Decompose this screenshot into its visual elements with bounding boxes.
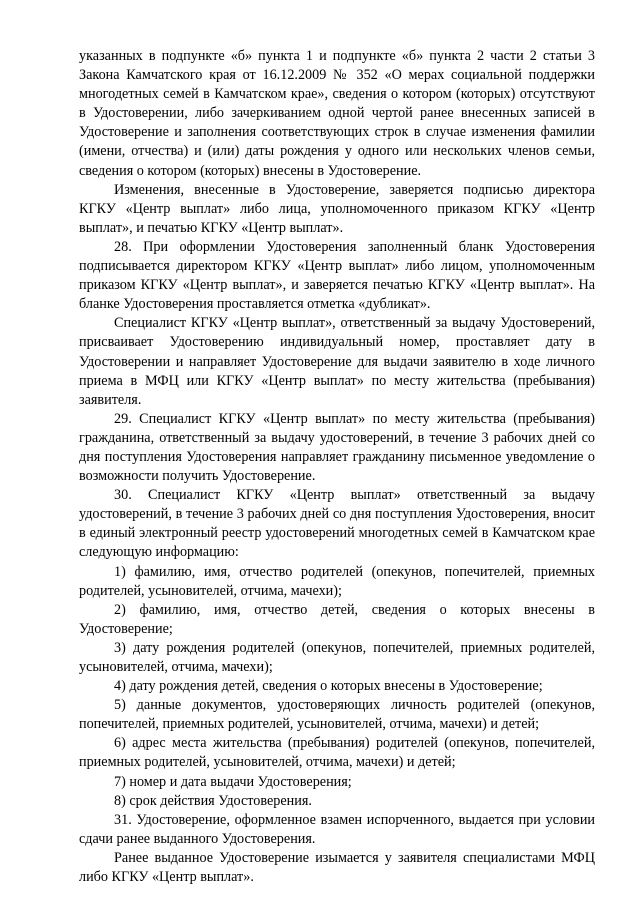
paragraph-withdrawal: Ранее выданное Удостоверение изымается у заявителя специалистами МФЦ либо КГКУ «Центр выплат». [79,849,595,886]
list-item-4: 4) дату рождения детей, сведения о которых внесены в Удостоверение; [114,678,543,695]
list-item-2: 2) фамилию, имя, отчество детей, сведения о которых внесены в Удостоверение; [79,601,595,637]
list-item-6: 6) адрес места жительства (пребывания) родителей (опекунов, попечителей, приемных родителей, усыновителей, отчима, мачехи) и детей; [79,735,595,771]
list-item-8: 8) срок действия Удостоверения. [114,792,312,809]
paragraph-continuation: указанных в подпункте «б» пункта 1 и подпункте «б» пункта 2 части 2 статьи 3 Закона Камчатского края от 16.12.2009 № 352 «О мерах социальной поддержки многодетных семей в Камчатском крае», сведения о котором (которых) отсутствуют в Удостоверении, либо зачеркиванием одной чертой ранее внесенных записей в Удостоверение и заполнения соответствующих строк в случае изменения фамилии (имени, отчества) и (или) даты рождения у одного или нескольких членов семьи, сведения о котором (которых) внесены в Удостоверение. [79,48,595,179]
list-item-5: 5) данные документов, удостоверяющих личность родителей (опекунов, попечителей, приемных родителей, усыновителей, отчима, мачехи) и детей; [79,697,595,733]
list-item-1: 1) фамилию, имя, отчество родителей (опекунов, попечителей, приемных родителей, усыновителей, отчима, мачехи); [79,563,595,599]
list-item-7: 7) номер и дата выдачи Удостоверения; [114,773,352,790]
paragraph-item-29: 29. Специалист КГКУ «Центр выплат» по месту жительства (пребывания) гражданина, ответственный за выдачу удостоверений, в течение 3 рабочих дней со дня поступления Удостоверения направляет гражданину письменное уведомление о возможности получить Удостоверение. [79,410,595,485]
paragraph-item-30: 30. Специалист КГКУ «Центр выплат» ответственный за выдачу удостоверений, в течение 3 рабочих дней со дня поступления Удостоверения, вносит в единый электронный реестр удостоверений многодетных семей в Камчатском крае следующую информацию: [79,487,595,561]
paragraph-item-31: 31. Удостоверение, оформленное взамен испорченного, выдается при условии сдачи ранее выданного Удостоверения. [79,811,595,847]
paragraph-item-28: 28. При оформлении Удостоверения заполненный бланк Удостоверения подписывается директором КГКУ «Центр выплат» либо лицом, уполномоченным приказом КГКУ «Центр выплат», и заверяется печатью КГКУ «Центр выплат». На бланке Удостоверения проставляется отметка «дубликат». [79,238,595,313]
paragraph-specialist-issuance: Специалист КГКУ «Центр выплат», ответственный за выдачу Удостоверений, присваивает Удостоверению индивидуальный номер, проставляет дату в Удостоверении и направляет Удостоверение для выдачи заявителю в ходе личного приема в МФЦ или КГКУ «Центр выплат» по месту жительства (пребывания) заявителя. [79,315,595,408]
list-item-3: 3) дату рождения родителей (опекунов, попечителей, приемных родителей, усыновителей, отчима, мачехи); [79,639,595,675]
document-page [79,47,595,887]
paragraph-amendments: Изменения, внесенные в Удостоверение, заверяется подписью директора КГКУ «Центр выплат» либо лица, уполномоченного приказом КГКУ «Центр выплат», и печатью КГКУ «Центр выплат». [79,181,595,236]
